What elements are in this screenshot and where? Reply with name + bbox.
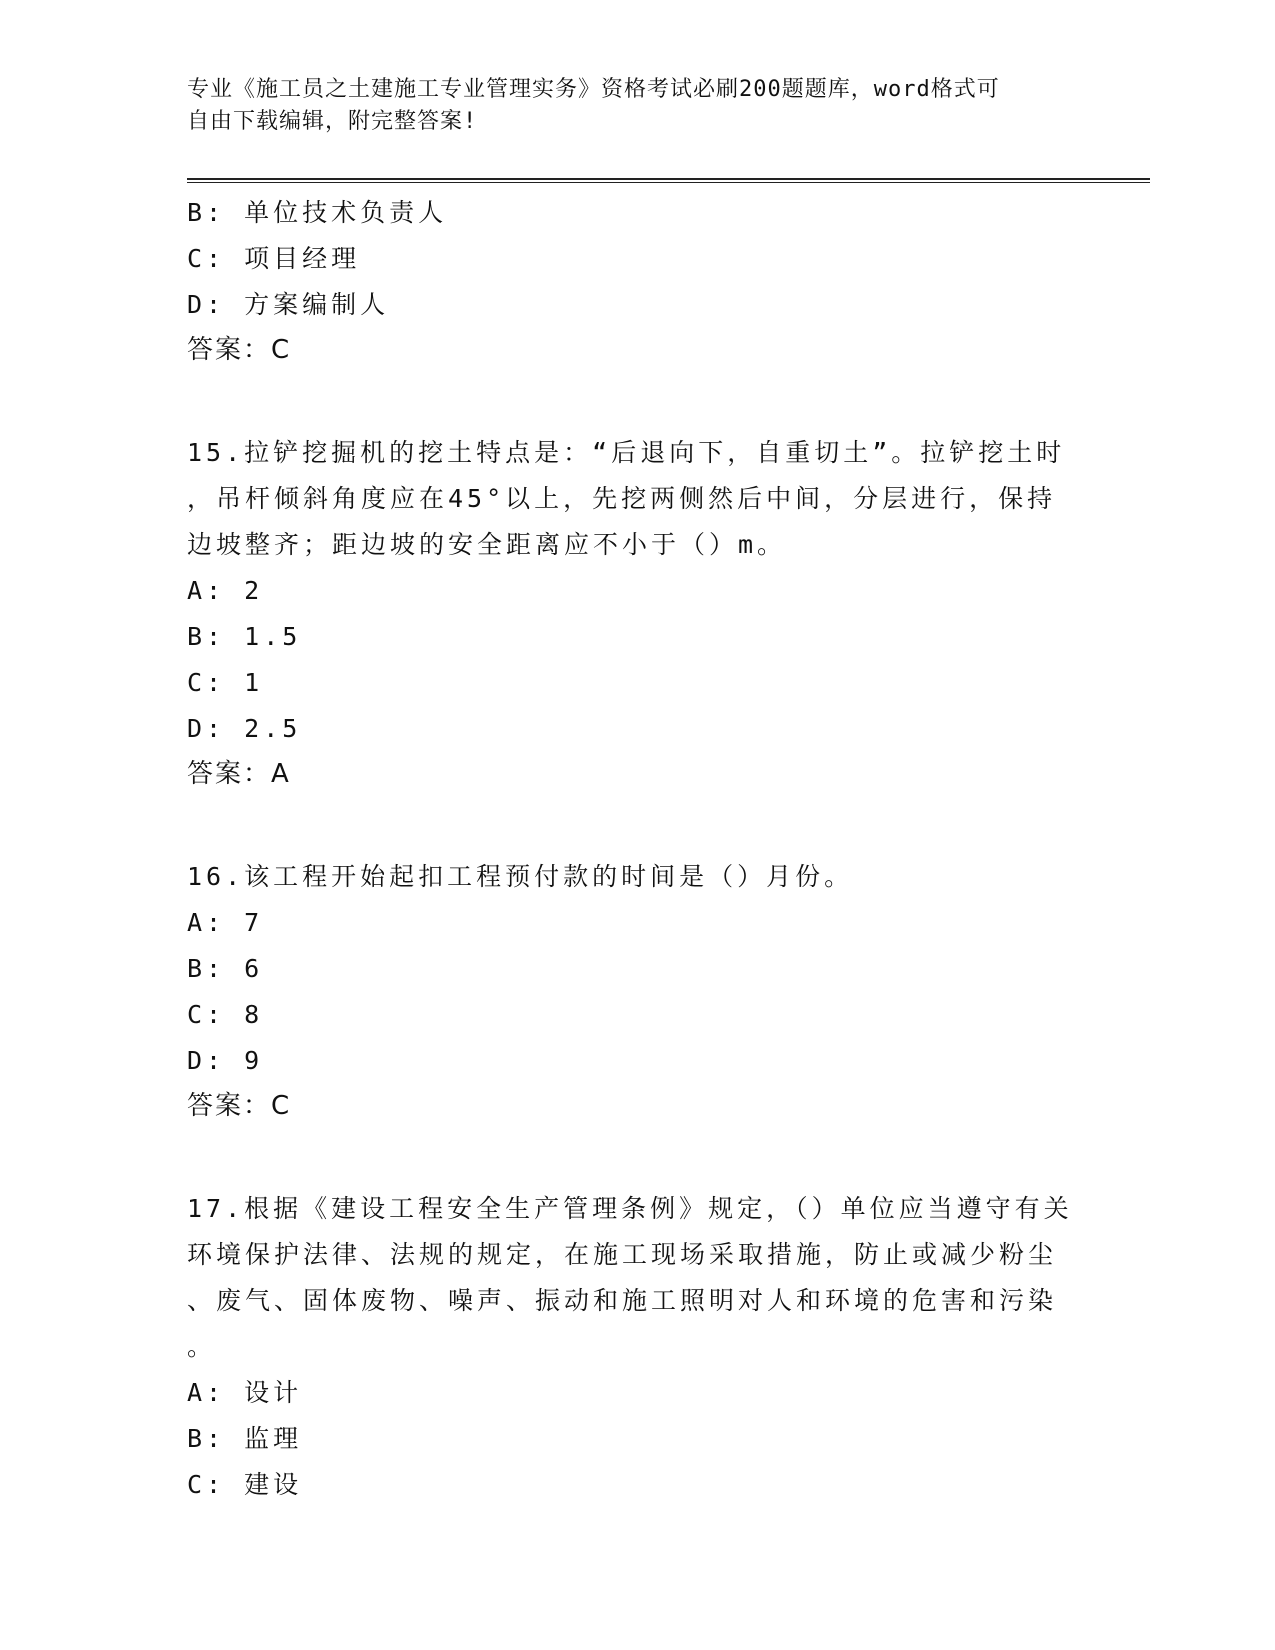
question-stem-line: 16.该工程开始起扣工程预付款的时间是（）月份。 — [187, 862, 854, 891]
document-body — [187, 190, 1087, 1508]
answer: 答案：C — [187, 335, 292, 365]
question-14-continued — [187, 190, 1087, 372]
option-c: C: 8 — [187, 1000, 264, 1029]
question-stem-line: 17.根据《建设工程安全生产管理条例》规定，（）单位应当遵守有关 — [187, 1194, 1073, 1223]
option-b: B: 监理 — [187, 1424, 303, 1453]
question-stem-line: 、废气、固体废物、噪声、振动和施工照明对人和环境的危害和污染 — [187, 1286, 1058, 1315]
option-b: B: 6 — [187, 954, 264, 983]
question-stem-line: 环境保护法律、法规的规定，在施工现场采取措施，防止或减少粉尘 — [187, 1240, 1058, 1269]
answer: 答案：C — [187, 1091, 292, 1121]
question-16 — [187, 854, 1087, 1128]
header-divider-thin — [187, 182, 1150, 183]
question-stem-line: 边坡整齐；距边坡的安全距离应不小于（）m。 — [187, 530, 787, 559]
answer: 答案：A — [187, 759, 291, 789]
option-a: A: 7 — [187, 908, 264, 937]
option-c: C: 建设 — [187, 1470, 303, 1499]
option-d: D: 2.5 — [187, 714, 302, 743]
spacer — [187, 1128, 1087, 1186]
option-a: A: 设计 — [187, 1378, 303, 1407]
option-d: D: 方案编制人 — [187, 290, 390, 319]
header-divider-thick — [187, 178, 1150, 180]
question-15 — [187, 430, 1087, 796]
question-stem-line: 。 — [187, 1332, 217, 1361]
option-c: C: 1 — [187, 668, 264, 697]
option-b: B: 单位技术负责人 — [187, 198, 448, 227]
option-c: C: 项目经理 — [187, 244, 361, 273]
option-a: A: 2 — [187, 576, 264, 605]
question-stem-line: ，吊杆倾斜角度应在45°以上，先挖两侧然后中间，分层进行，保持 — [187, 484, 1057, 513]
question-17 — [187, 1186, 1087, 1508]
spacer — [187, 796, 1087, 854]
header-line-2: 自由下载编辑，附完整答案! — [187, 109, 478, 134]
option-b: B: 1.5 — [187, 622, 302, 651]
document-header — [187, 74, 1067, 138]
spacer — [187, 372, 1087, 430]
question-stem-line: 15.拉铲挖掘机的挖土特点是：“后退向下，自重切土”。拉铲挖土时 — [187, 438, 1066, 467]
option-d: D: 9 — [187, 1046, 264, 1075]
header-line-1: 专业《施工员之土建施工专业管理实务》资格考试必刷200题题库，word格式可 — [187, 77, 1000, 102]
